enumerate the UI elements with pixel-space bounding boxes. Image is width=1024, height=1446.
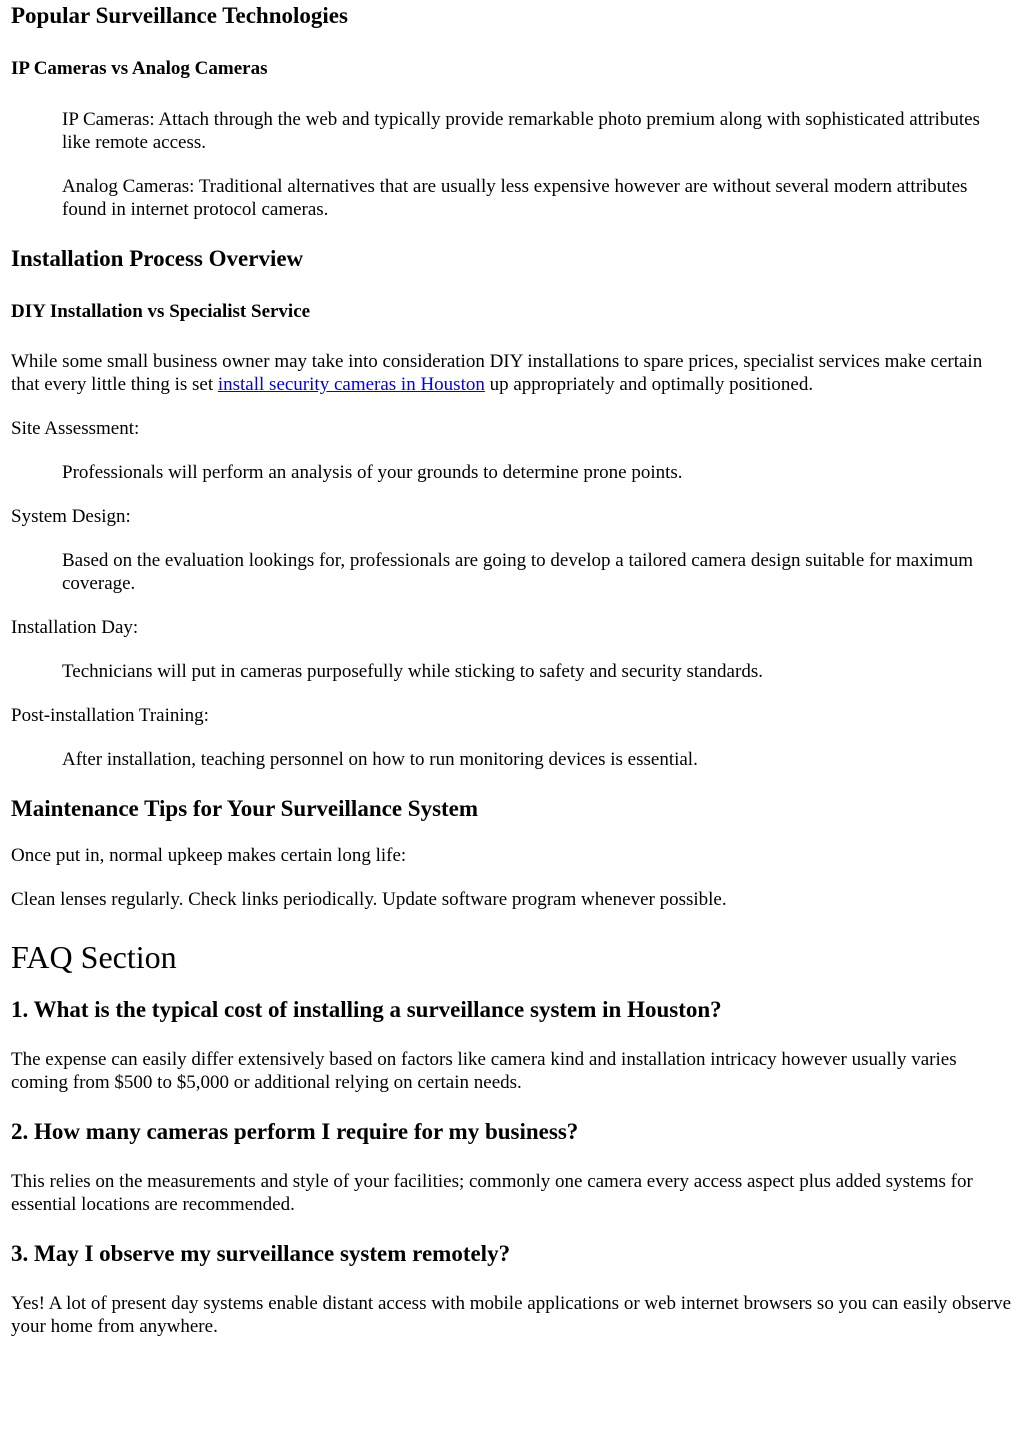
section-title-popular: Popular Surveillance Technologies [11, 3, 348, 28]
step-detail-post-installation-training: After installation, teaching personnel on how to run monitoring devices is essential. [62, 749, 698, 770]
subsection-title-diy-vs-specialist: DIY Installation vs Specialist Service [11, 301, 311, 322]
step-detail-site-assessment: Professionals will perform an analysis of your grounds to determine prone points. [62, 462, 683, 483]
step-detail-system-design: Based on the evaluation lookings for, professionals are going to develop a tailored camera design suitable for maximum coverage. [62, 550, 973, 594]
step-label-installation-day: Installation Day: [11, 617, 139, 638]
maintenance-tips: Clean lenses regularly. Check links periodically. Update software program whenever possible. [11, 889, 727, 910]
step-label-post-installation-training: Post-installation Training: [11, 705, 209, 726]
installation-intro-before: While some small business owner may take into consideration DIY installations to spare prices, specialist services make certain that every little thing is set [11, 351, 983, 395]
subsection-title-ip-vs-analog: IP Cameras vs Analog Cameras [11, 58, 268, 79]
section-title-installation: Installation Process Overview [11, 246, 304, 271]
faq-question-cost: 1. What is the typical cost of installing a surveillance system in Houston? [11, 997, 722, 1022]
installation-intro [11, 350, 1013, 396]
ip-cameras-text: IP Cameras: Attach through the web and typically provide remarkable photo premium along with sophisticated attributes like remote access. [62, 109, 980, 153]
installation-intro-after: up appropriately and optimally positioned. [484, 374, 814, 395]
faq-answer-camera-count: This relies on the measurements and style of your facilities; commonly one camera every access aspect plus added systems for essential locations are recommended. [11, 1171, 973, 1215]
step-label-system-design: System Design: [11, 506, 131, 527]
section-title-maintenance: Maintenance Tips for Your Surveillance System [11, 796, 479, 821]
analog-cameras-text: Analog Cameras: Traditional alternatives that are usually less expensive however are without several modern attributes found in internet protocol cameras. [62, 176, 968, 220]
section-title-faq: FAQ Section [11, 939, 177, 975]
install-cameras-houston-link[interactable]: install security cameras in Houston [217, 374, 485, 395]
faq-question-camera-count: 2. How many cameras perform I require for my business? [11, 1119, 579, 1144]
faq-question-remote: 3. May I observe my surveillance system remotely? [11, 1241, 511, 1266]
faq-answer-remote: Yes! A lot of present day systems enable distant access with mobile applications or web internet browsers so you can easily observe your home from anywhere. [11, 1293, 1012, 1337]
maintenance-intro: Once put in, normal upkeep makes certain long life: [11, 845, 407, 866]
step-label-site-assessment: Site Assessment: [11, 418, 140, 439]
step-detail-installation-day: Technicians will put in cameras purposefully while sticking to safety and security standards. [62, 661, 763, 682]
faq-answer-cost: The expense can easily differ extensively based on factors like camera kind and installation intricacy however usually varies coming from $500 to $5,000 or additional relying on certain needs. [11, 1049, 957, 1093]
